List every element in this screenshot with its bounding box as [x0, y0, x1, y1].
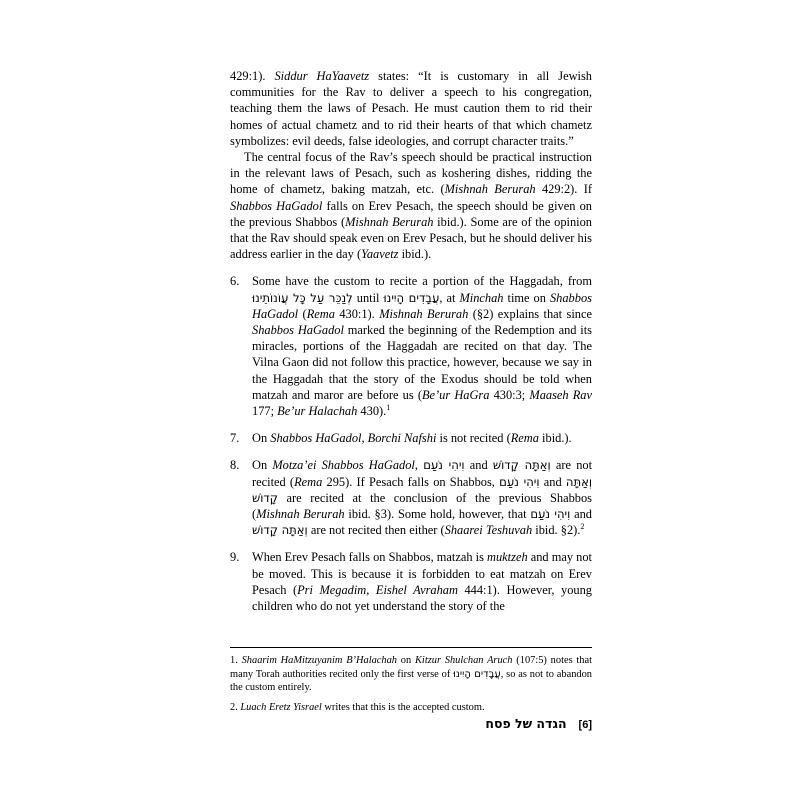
text-run: , so as not to abandon the custom entirely. [230, 668, 592, 694]
text-run: (§2) explains that since [468, 306, 592, 321]
item-number: 8. [230, 458, 240, 473]
italic-text: Shabbos HaGadol [252, 290, 592, 321]
italic-text: Mishnah Berurah [379, 306, 469, 321]
italic-text: Shaarim HaMitzuyanim B’Halachah [241, 655, 397, 666]
italic-text: Shabbos HaGadol [230, 198, 323, 213]
italic-text: Be’ur Halachah [277, 404, 358, 419]
hebrew-text: וִיהִי נֹעַם [530, 507, 571, 522]
italic-text: Yaavetz [361, 247, 399, 262]
text-run: are not recited ( [252, 458, 593, 489]
text-run: until [352, 290, 384, 305]
hebrew-text: וְאַתָּה קָדוֹשׁ [252, 523, 308, 538]
item-body [252, 273, 592, 419]
text-run: ibid.). [538, 431, 572, 446]
text-run: 444:1). However, young children who do not yet understand the story of the [252, 582, 592, 614]
italic-text: Be’ur HaGra [421, 387, 490, 402]
text-run: On [252, 458, 273, 473]
text-run: and may not be moved. This is because it is forbidden to eat matzah on Erev Pesach ( [252, 550, 592, 597]
italic-text: Rema [510, 431, 539, 446]
numbered-item [230, 430, 592, 446]
footnote [230, 654, 592, 695]
body-text-column [230, 68, 592, 614]
italic-text: Pri Megadim, Eishel Avraham [297, 582, 458, 597]
italic-text: muktzeh [487, 550, 528, 565]
text-run: When Erev Pesach falls on Shabbos, matzah is [252, 550, 488, 565]
numbered-item [230, 549, 592, 614]
text-run: is not recited ( [436, 431, 511, 446]
text-run: 430). [357, 404, 387, 419]
numbered-item-list [230, 273, 592, 614]
text-run: and [539, 474, 566, 489]
page-footer [230, 716, 592, 731]
hebrew-text: עֲבָדִים הָיִינוּ [383, 290, 440, 305]
italic-text: Kitzur Shulchan Aruch [415, 655, 513, 666]
footnote [230, 701, 592, 715]
text-run: on [396, 655, 415, 666]
text-run: falls on Erev Pesach, the speech should be given on the previous Shabbos ( [230, 198, 592, 229]
footnote-section [230, 647, 592, 720]
italic-text: Siddur HaYaavetz [274, 69, 370, 83]
item-number: 9. [230, 550, 240, 565]
paragraph-list [230, 68, 592, 262]
italic-text: Luach Eretz Yisrael [240, 701, 322, 713]
text-run: The central focus of the Rav’s speech should be practical instruction in the relevant laws of Pesach, such as koshering dishes, ridding the home of chametz, baking matzah, etc. ( [230, 150, 592, 197]
text-run: On [252, 431, 271, 446]
text-run: ibid. §3). Some hold, however, that [344, 507, 531, 522]
footer-book-title: הגדה של פסח [485, 716, 567, 731]
text-run: 429:1). [230, 69, 275, 83]
text-run: writes that this is the accepted custom. [321, 701, 485, 713]
italic-text: Shabbos HaGadol [270, 431, 362, 446]
text-run: 429:2). If [535, 182, 592, 197]
hebrew-text: וִיהִי נֹעַם [423, 458, 465, 473]
text-run: 430:1). [334, 306, 380, 321]
text-run: , [414, 458, 424, 473]
text-run: 1. [230, 655, 242, 666]
item-number: 6. [230, 274, 240, 289]
italic-text: Mishnah Berurah [345, 214, 434, 229]
text-run: 430:3; [489, 387, 530, 402]
text-run: and [570, 507, 593, 522]
text-run: ibid.). [398, 247, 432, 262]
body-paragraph [230, 68, 592, 149]
text-run: are not recited then either ( [307, 523, 445, 538]
hebrew-text: עֲבָדִים הָיִינוּ [453, 668, 501, 680]
italic-text: Mishnah Berurah [256, 507, 345, 522]
italic-text: Rema [306, 306, 335, 321]
text-run: marked the beginning of the Redemption and its miracles, portions of the Haggadah are recited on that day. The Vilna Gaon did not follow this practice, however, because we say in the Haggadah that the story of the Exodus should be told when matzah and maror are before us ( [252, 323, 592, 402]
hebrew-text: וִיהִי נֹעַם [499, 474, 540, 489]
text-run: , [361, 431, 368, 446]
footnote-reference: 1 [386, 402, 391, 412]
text-run: 295). If Pesach falls on Shabbos, [322, 474, 500, 489]
item-body [252, 549, 592, 614]
numbered-item [230, 273, 592, 419]
text-run: , at [439, 290, 460, 305]
item-body [252, 457, 592, 538]
text-run: ibid. §2). [532, 523, 581, 538]
text-run: 2. [230, 701, 241, 713]
italic-text: Mishnah Berurah [444, 182, 536, 197]
hebrew-text: לְנַכֵּר עַל כָּל עֲוֹנוֹתֵינוּ [252, 290, 353, 305]
text-run: states: “It is customary in all Jewish communities for the Rav to deliver a speech to his congregation, teaching them the laws of Pesach. He must caution them to rid their homes of actual chametz and to rid their hearts of that which chametz symbolizes: evil deeds, false ideologies, and corrupt character traits.” [230, 69, 593, 148]
text-run: are recited at the conclusion of the previous Shabbos ( [252, 490, 592, 522]
text-run: ibid.). Some are of the opinion that the Rav should speak even on Erev Pesach, but he should deliver his address earlier in the day ( [230, 214, 593, 262]
hebrew-text: וְאַתָּה קָדוֹשׁ [492, 458, 551, 473]
italic-text: Rema [294, 474, 323, 489]
hebrew-text: וְאַתָּה קָדוֹשׁ [252, 474, 593, 505]
text-run: Some have the custom to recite a portion of the Haggadah, from [252, 274, 592, 289]
footer-page-number: [6] [578, 719, 592, 731]
item-number: 7. [230, 431, 240, 446]
body-paragraph [230, 149, 592, 262]
footnote-reference: 2 [580, 522, 585, 532]
item-body [252, 430, 592, 446]
text-run: time on [503, 290, 550, 305]
italic-text: Maaseh Rav [529, 387, 593, 402]
text-run: 177; [252, 404, 278, 419]
text-run: (107:5) notes that many Torah authorities recited only the first verse of [230, 655, 593, 680]
italic-text: Shaarei Teshuvah [444, 523, 533, 538]
numbered-item [230, 457, 592, 538]
italic-text: Minchah [459, 290, 504, 305]
italic-text: Borchi Nafshi [367, 431, 437, 446]
italic-text: Shabbos HaGadol [252, 323, 344, 338]
italic-text: Motza’ei Shabbos HaGadol [272, 458, 415, 473]
text-run: and [464, 458, 493, 473]
text-run: ( [298, 306, 307, 321]
